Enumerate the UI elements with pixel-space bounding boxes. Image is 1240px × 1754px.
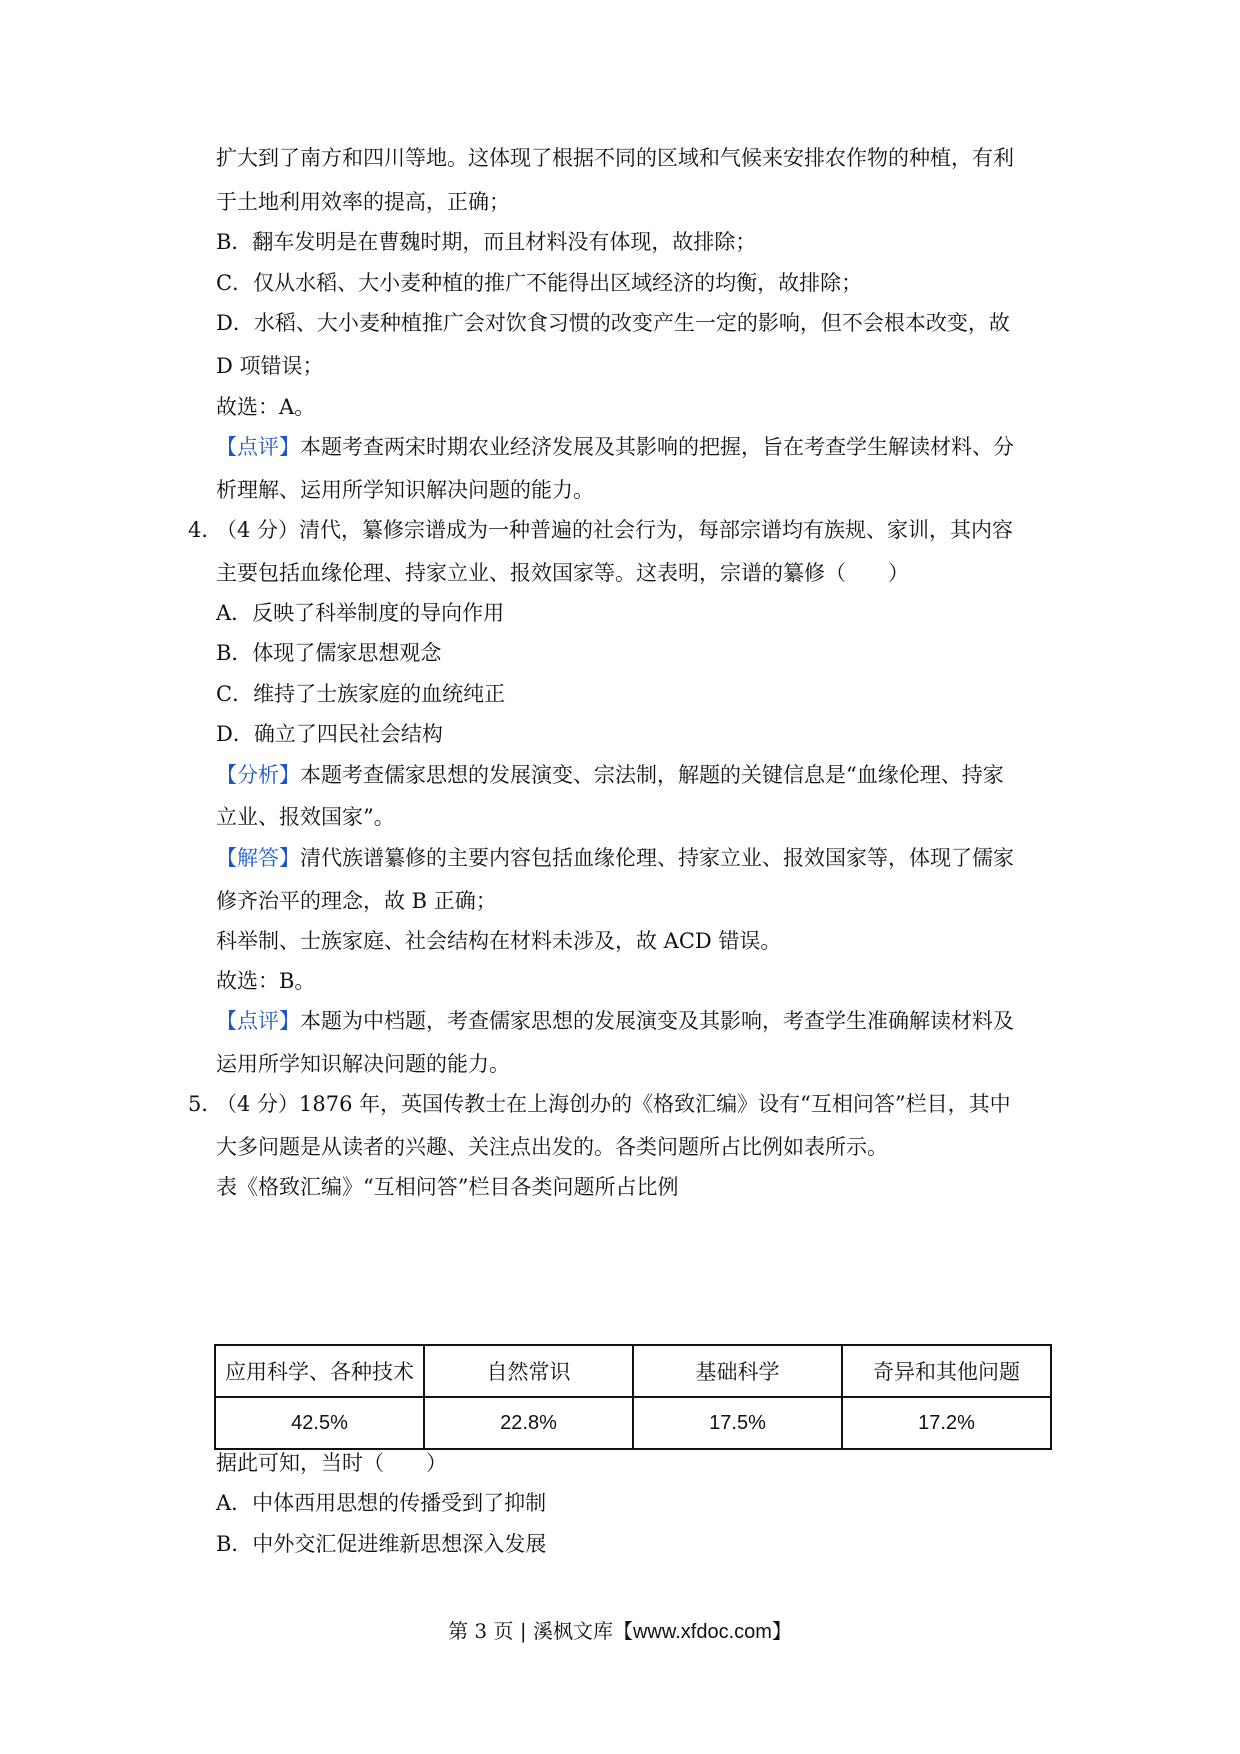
question-5-option-a: A．中体西用思想的传播受到了抑制	[216, 1491, 547, 1515]
comment-tag: 【点评】	[216, 1009, 300, 1033]
table-header-cell: 基础科学	[633, 1345, 842, 1397]
table-cell: 42.5%	[215, 1397, 424, 1449]
answer-tag: 【解答】	[216, 846, 300, 870]
question-4-choice: 故选：B。	[216, 969, 316, 993]
question-4-answer-cont: 科举制、士族家庭、社会结构在材料未涉及，故 ACD 错误。	[216, 929, 782, 953]
page-footer	[0, 1615, 1240, 1644]
table-row	[215, 1397, 1051, 1449]
table-cell: 17.2%	[842, 1397, 1051, 1449]
question-4-analysis-cont: 立业、报效国家”。	[216, 805, 395, 829]
answer-text: 清代族谱纂修的主要内容包括血缘伦理、持家立业、报效国家等，体现了儒家	[300, 846, 1014, 870]
question-4-comment	[216, 1006, 1014, 1036]
page-number: 第 3 页	[448, 1619, 514, 1643]
analysis-text: 本题考查儒家思想的发展演变、宗法制，解题的关键信息是“血缘伦理、持家	[300, 763, 1004, 787]
table-header-cell: 应用科学、各种技术	[215, 1345, 424, 1397]
question-4-stem	[188, 515, 1013, 545]
table-cell: 17.5%	[633, 1397, 842, 1449]
comment-text: 本题考查两宋时期农业经济发展及其影响的把握，旨在考查学生解读材料、分	[300, 435, 1014, 459]
prev-comment-cont: 析理解、运用所学知识解决问题的能力。	[216, 478, 594, 502]
prev-choice: 故选：A。	[216, 395, 316, 419]
prev-text-line: 于土地利用效率的提高，正确；	[216, 190, 510, 214]
comment-text: 本题为中档题，考查儒家思想的发展演变及其影响，考查学生准确解读材料及	[300, 1009, 1014, 1033]
question-5-option-b: B．中外交汇促进维新思想深入发展	[216, 1532, 547, 1556]
question-4-comment-cont: 运用所学知识解决问题的能力。	[216, 1052, 510, 1076]
analysis-tag: 【分析】	[216, 763, 300, 787]
question-5-stem-after: 据此可知，当时（ ）	[216, 1451, 447, 1475]
comment-tag: 【点评】	[216, 435, 300, 459]
prev-text-line: B．翻车发明是在曹魏时期，而且材料没有体现，故排除；	[216, 230, 757, 254]
question-5-stem	[188, 1089, 1011, 1119]
question-4-option-b: B．体现了儒家思想观念	[216, 641, 442, 665]
question-4-option-c: C．维持了士族家庭的血统纯正	[216, 682, 506, 706]
question-5-stem-cont: 大多问题是从读者的兴趣、关注点出发的。各类问题所占比例如表所示。	[216, 1135, 888, 1159]
question-number: 4．	[188, 518, 223, 542]
question-4-option-d: D．确立了四民社会结构	[216, 722, 443, 746]
table-header-cell: 奇异和其他问题	[842, 1345, 1051, 1397]
question-4-answer	[216, 843, 1014, 873]
question-4-option-a: A．反映了科举制度的导向作用	[216, 601, 505, 625]
question-stem-text: （4 分）清代，纂修宗谱成为一种普遍的社会行为，每部宗谱均有族规、家训，其内容	[216, 518, 1014, 542]
footer-separator: |	[513, 1619, 533, 1643]
site-url-link[interactable]: 【www.xfdoc.com】	[612, 1621, 792, 1643]
prev-comment	[216, 432, 1014, 462]
question-stem-text: （4 分）1876 年，英国传教士在上海创办的《格致汇编》设有“互相问答”栏目，其中	[216, 1092, 1011, 1116]
table-header-row	[215, 1345, 1051, 1397]
table-cell: 22.8%	[424, 1397, 633, 1449]
table-header-cell: 自然常识	[424, 1345, 633, 1397]
question-4-answer-cont: 修齐治平的理念，故 B 正确；	[216, 889, 497, 913]
prev-text-line: C．仅从水稻、大小麦种植的推广不能得出区域经济的均衡，故排除；	[216, 271, 863, 295]
question-4-analysis	[216, 760, 1004, 790]
question-number: 5．	[188, 1092, 223, 1116]
question-4-stem-cont: 主要包括血缘伦理、持家立业、报效国家等。这表明，宗谱的纂修（ ）	[216, 561, 909, 585]
table-caption: 表《格致汇编》“互相问答”栏目各类问题所占比例	[216, 1175, 679, 1199]
prev-text-line: 扩大到了南方和四川等地。这体现了根据不同的区域和气候来安排农作物的种植，有利	[216, 146, 1014, 170]
site-name: 溪枫文库	[532, 1619, 613, 1643]
prev-text-line: D 项错误；	[216, 354, 324, 378]
question-ratio-table	[214, 1344, 1052, 1450]
prev-text-line: D．水稻、大小麦种植推广会对饮食习惯的改变产生一定的影响，但不会根本改变，故	[216, 311, 1010, 335]
